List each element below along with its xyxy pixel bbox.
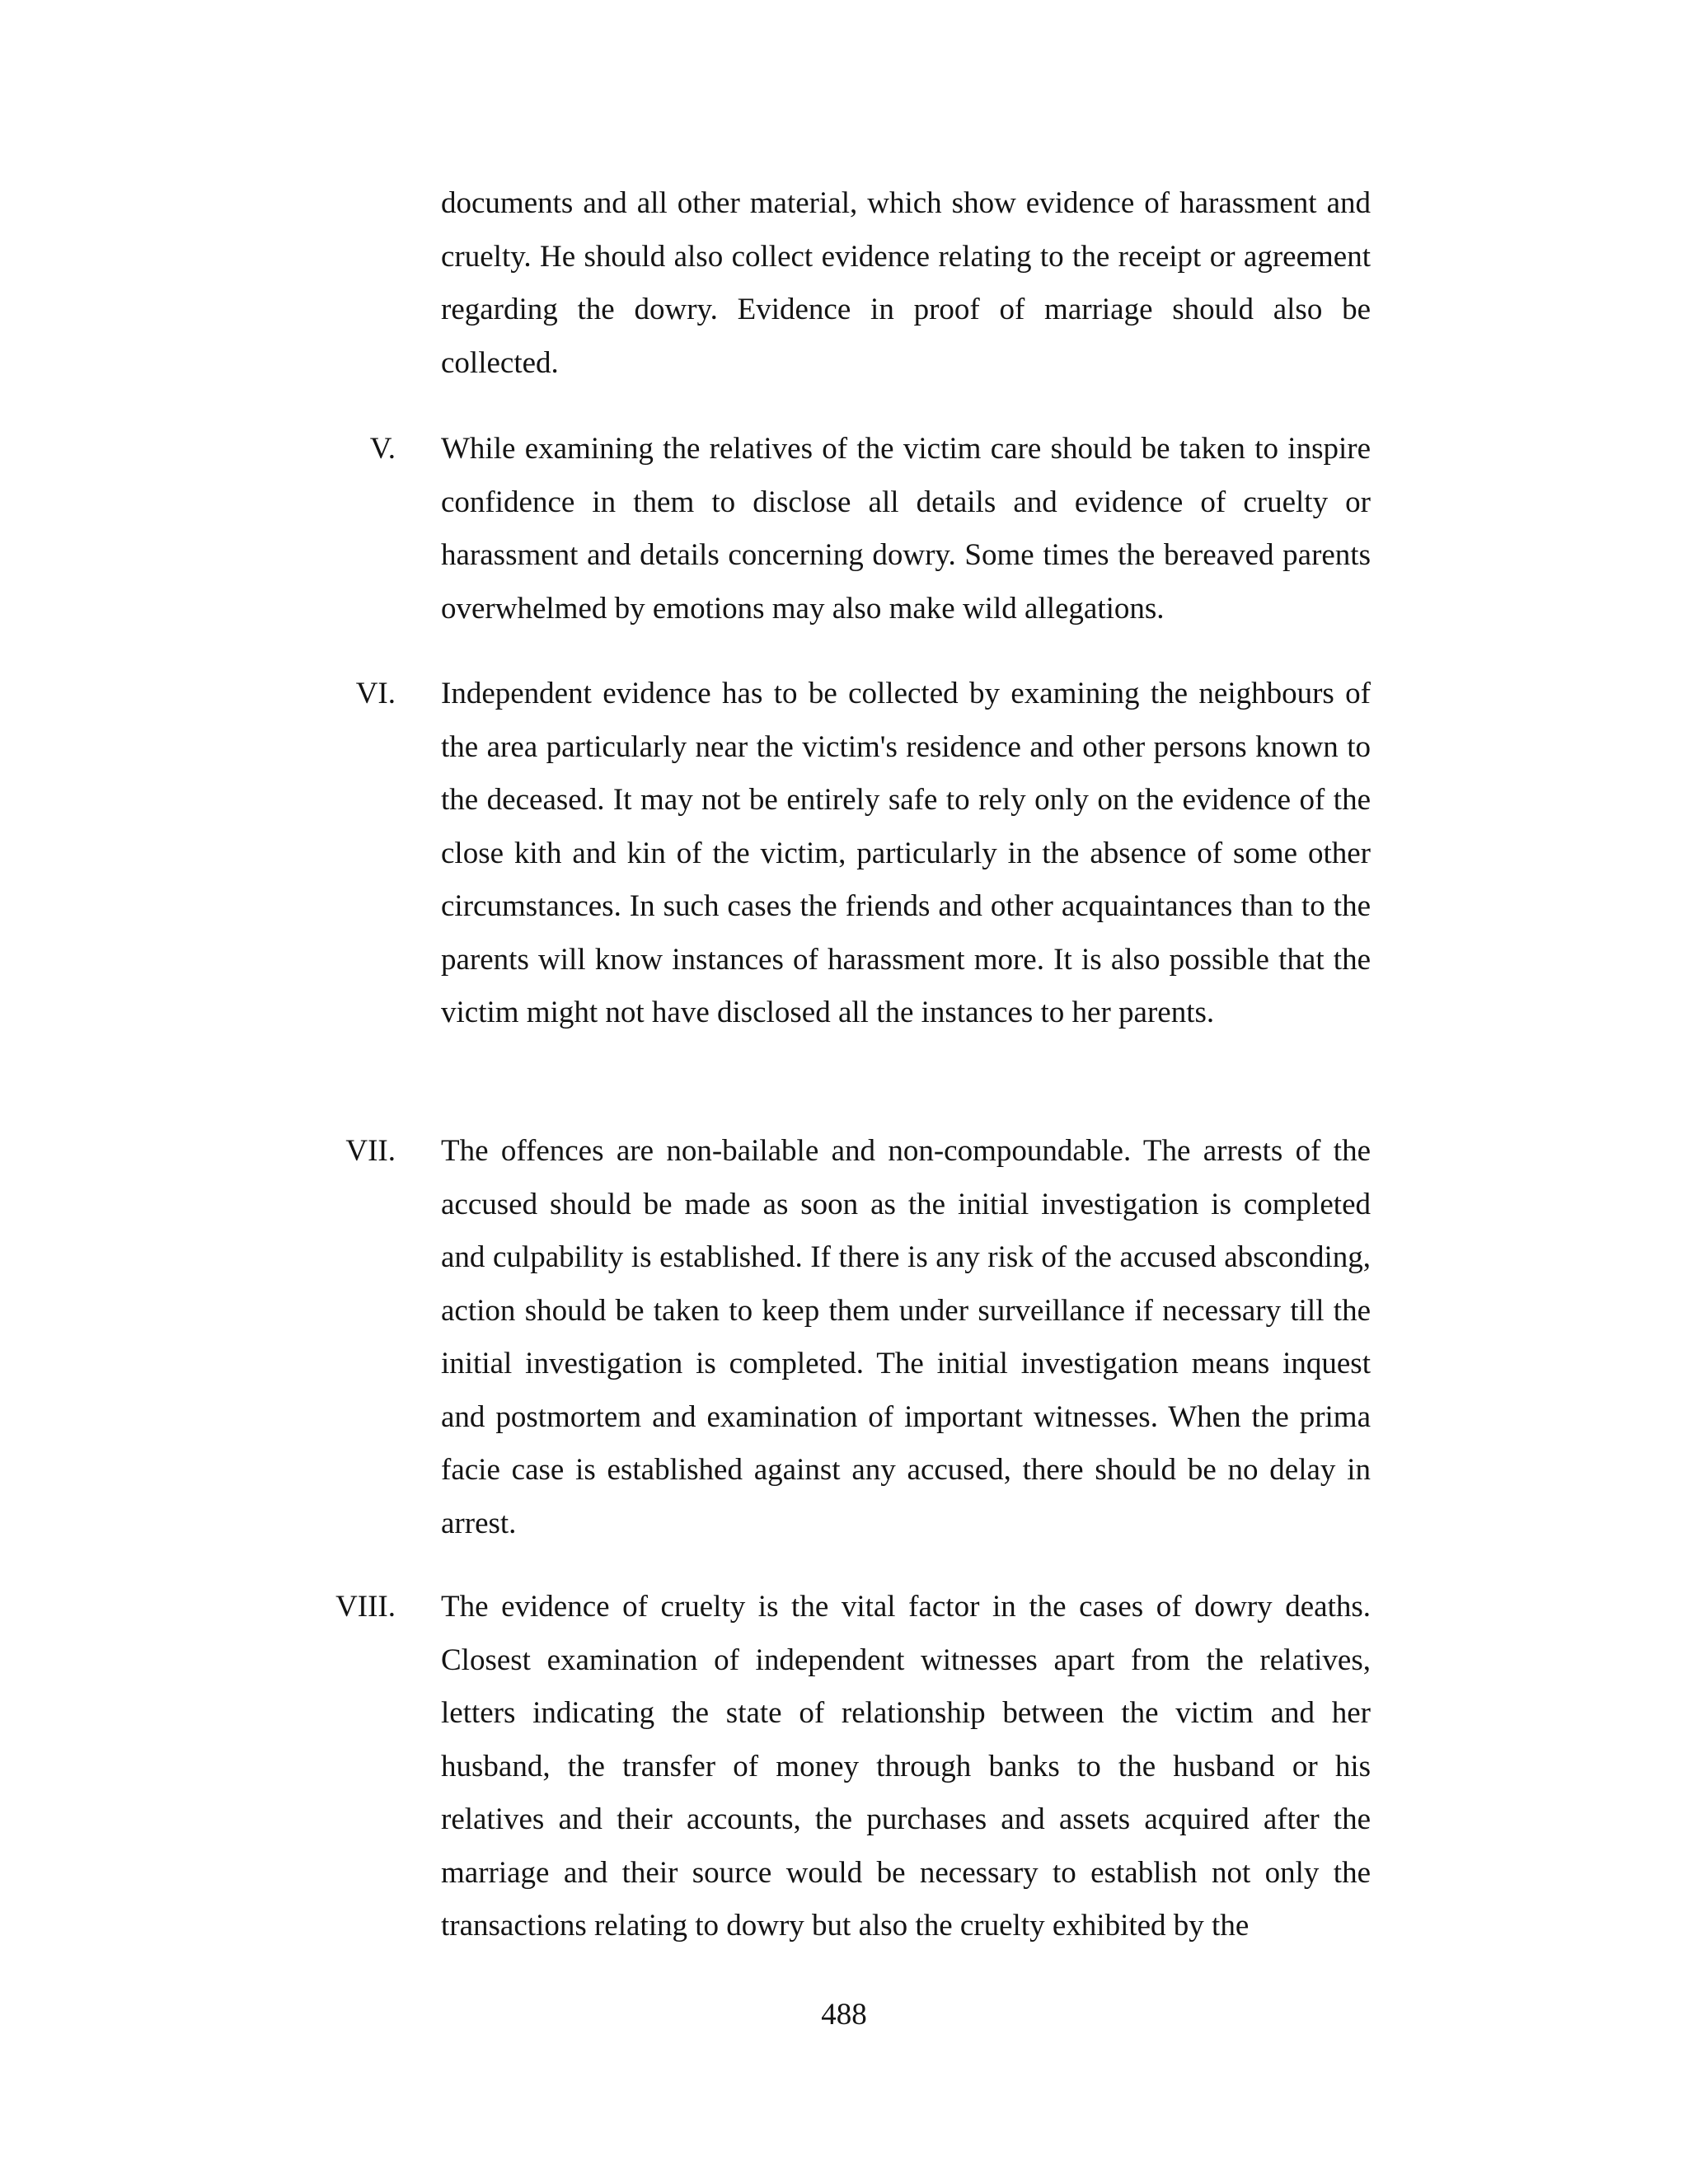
- item-numeral: V.: [369, 432, 396, 466]
- item-numeral: VII.: [345, 1134, 396, 1168]
- item-paragraph: While examining the relatives of the victim care should be taken to inspire confidence in them to disclose all details and evidence of cruelty or harassment and details concerning dowry. Some times the bereaved parents overwhelmed by emotions may also make wild allegations.: [441, 432, 1371, 626]
- page-number: 488: [821, 1998, 867, 2032]
- item-paragraph: The offences are non-bailable and non-compoundable. The arrests of the accused should be made as soon as the initial investigation is completed and culpability is established. If there is any risk of the accused absconding, action should be taken to keep them under surveillance if necessary till the initial investigation is completed. The initial investigation means inquest and postmortem and examination of important witnesses. When the prima facie case is established against any accused, there should be no delay in arrest.: [441, 1134, 1371, 1540]
- item-numeral: VI.: [355, 677, 396, 710]
- item-paragraph: Independent evidence has to be collected by examining the neighbours of the area particularly near the victim's residence and other persons known to the deceased. It may not be entirely safe to rely only on the evidence of the close kith and kin of the victim, particularly in the absence of some other circumstances. In such cases the friends and other acquaintances than to the parents will know instances of harassment more. It is also possible that the victim might not have disclosed all the instances to her parents.: [441, 677, 1371, 1029]
- continuation-paragraph: documents and all other material, which show evidence of harassment and cruelty. He should also collect evidence relating to the receipt or agreement regarding the dowry. Evidence in proof of marriage should also be collected.: [441, 186, 1371, 380]
- item-paragraph: The evidence of cruelty is the vital factor in the cases of dowry deaths. Closest examination of independent witnesses apart from the relatives, letters indicating the state of relationship between the victim and her husband, the transfer of money through banks to the husband or his relatives and their accounts, the purchases and assets acquired after the marriage and their source would be necessary to establish not only the transactions relating to dowry but also the cruelty exhibited by the: [441, 1590, 1371, 1943]
- item-numeral: VIII.: [335, 1590, 396, 1624]
